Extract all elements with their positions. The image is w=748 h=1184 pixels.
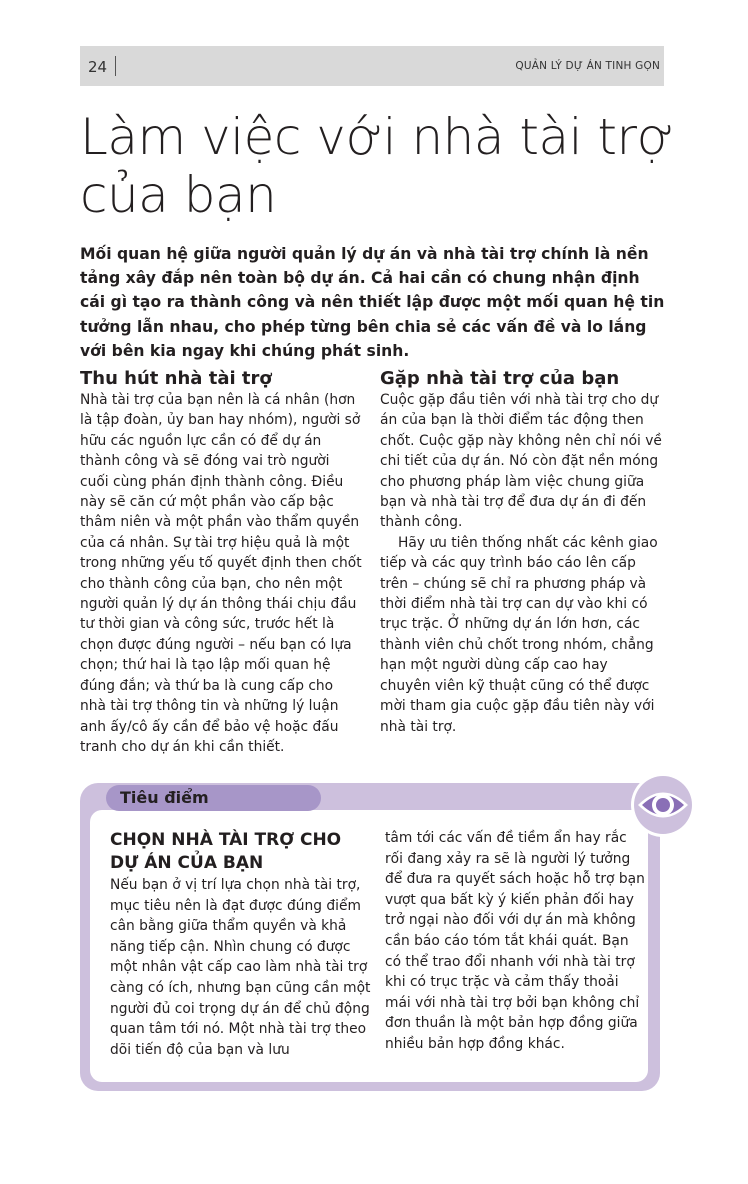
running-header	[80, 46, 664, 86]
focus-column-right	[385, 828, 647, 1055]
focus-column-left	[110, 829, 372, 1060]
running-title: QUẢN LÝ DỰ ÁN TINH GỌN	[515, 60, 660, 72]
page-number: 24	[88, 58, 108, 76]
section-body: Nhà tài trợ của bạn nên là cá nhân (hơn là tập đoàn, ủy ban hay nhóm), người sở hữu các nguồn lực cần có để dự án thành công và sẽ đóng vai trò người cuối cùng phán định thành công. Điều này sẽ căn cứ một phần vào cấp bậc thâm niên và một phần vào thẩm quyền của cá nhân. Sự tài trợ hiệu quả là một trong những yếu tố quyết định then chốt cho thành công của bạn, cho nên một người quản lý dự án thông thái chịu đầu tư thời gian và công sức, trước hết là chọn được đúng người – nếu bạn có lựa chọn; thứ hai là tạo lập mối quan hệ đúng đắn; và thứ ba là cung cấp cho nhà tài trợ thông tin và những lý luận anh ấy/cô ấy cần để bảo vệ hoặc đấu tranh cho dự án khi cần thiết.	[80, 392, 362, 755]
page-title	[80, 108, 680, 224]
section-meet-sponsor	[380, 368, 662, 737]
section-paragraph-1: Cuộc gặp đầu tiên với nhà tài trợ cho dự án của bạn là thời điểm tác động then chốt. Cuộc gặp này không nên chỉ nói về chi tiết của dự án. Nó còn đặt nền móng cho phương pháp làm việc chung giữa bạn và nhà tài trợ để đưa dự án đi đến thành công.	[380, 392, 662, 531]
header-divider	[115, 56, 116, 76]
focus-heading: CHỌN NHÀ TÀI TRỢ CHO DỰ ÁN CỦA BẠN	[110, 830, 342, 873]
title-line-2: của bạn	[80, 166, 277, 224]
section-paragraph-2: Hãy ưu tiên thống nhất các kênh giao tiếp và các quy trình báo cáo lên cấp trên – chúng sẽ chỉ ra phương pháp và thời điểm nhà tài trợ can dự vào khi có trục trặc. Ở những dự án lớn hơn, các thành viên chủ chốt trong nhóm, chẳng hạn một người dùng cấp cao hay chuyên viên kỹ thuật cũng có thể được mời tham gia cuộc gặp đầu tiên này với nhà tài trợ.	[380, 534, 658, 735]
section-heading: Thu hút nhà tài trợ	[80, 368, 272, 389]
title-line-1: Làm việc với nhà tài trợ	[80, 108, 674, 166]
intro-paragraph: Mối quan hệ giữa người quản lý dự án và nhà tài trợ chính là nền tảng xây đắp nên toàn bộ dự án. Cả hai cần có chung nhận định cái gì tạo ra thành công và nên thiết lập được một mối quan hệ tin tưởng lẫn nhau, cho phép từng bên chia sẻ các vấn đề và lo lắng với bên kia ngay khi chúng phát sinh.	[80, 245, 665, 360]
section-heading: Gặp nhà tài trợ của bạn	[380, 368, 620, 389]
focus-body-right: tâm tới các vấn đề tiềm ẩn hay rắc rối đang xảy ra sẽ là người lý tưởng để đưa ra quyết sách hoặc hỗ trợ bạn vượt qua bất kỳ ý kiến phản đối hay trở ngại nào đối với dự án mà không cần báo cáo tóm tắt khái quát. Bạn có thể trao đổi nhanh với nhà tài trợ khi có trục trặc và cảm thấy thoải mái với nhà tài trợ bởi bạn không chỉ đơn thuần là một bản hợp đồng giữa nhiều bản hợp đồng khác.	[385, 830, 645, 1052]
focus-label: Tiêu điểm	[120, 788, 209, 807]
section-attract-sponsor	[80, 368, 362, 757]
focus-body-left: Nếu bạn ở vị trí lựa chọn nhà tài trợ, mục tiêu nên là đạt được đúng điểm cân bằng giữa thẩm quyền và khả năng tiếp cận. Nhìn chung có được một nhân vật cấp cao làm nhà tài trợ càng có ích, nhưng bạn cũng cần một người đủ coi trọng dự án để chủ động quan tâm tới nó. Một nhà tài trợ theo dõi tiến độ của bạn và lưu	[110, 877, 371, 1058]
